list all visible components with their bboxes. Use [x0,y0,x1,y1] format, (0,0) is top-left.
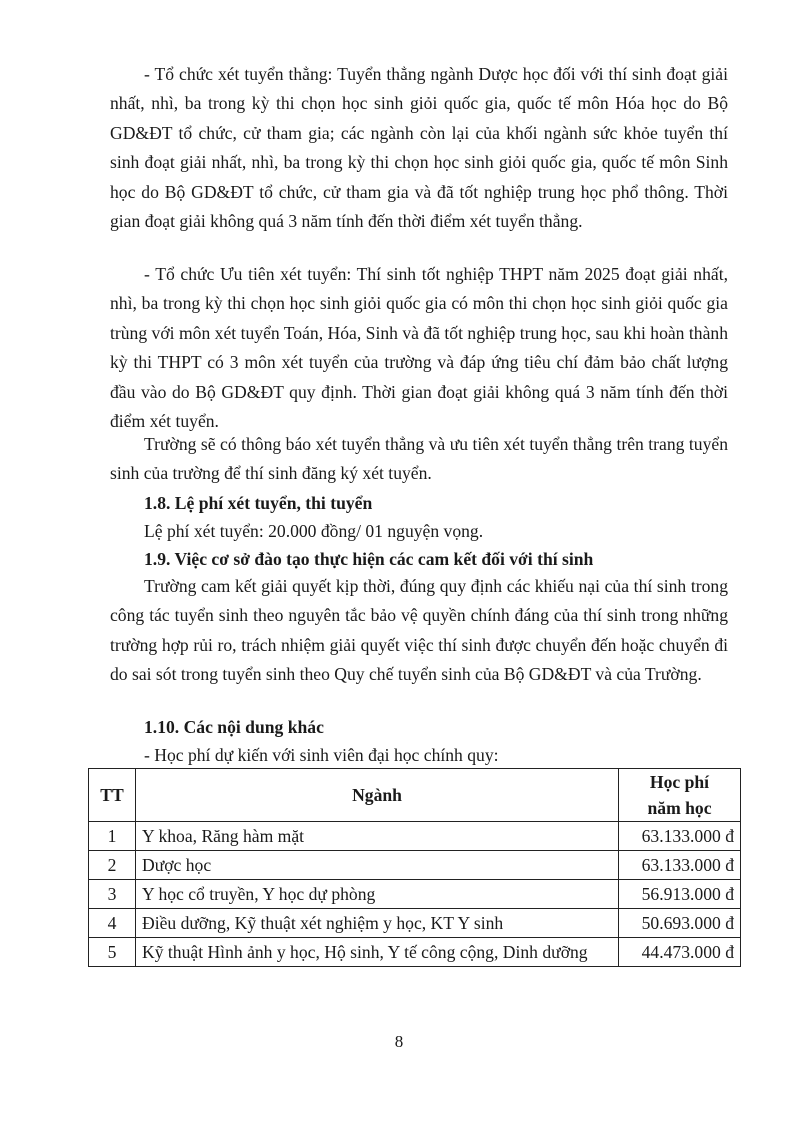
heading-1-9: 1.9. Việc cơ sở đào tạo thực hiện các cam kết đối với thí sinh [144,549,594,569]
table-row [89,822,741,851]
table-row [89,938,741,967]
row-nganh: Y học cổ truyền, Y học dự phòng [136,880,619,909]
tuition-table [88,768,741,967]
row-nganh: Điều dưỡng, Kỹ thuật xét nghiệm y học, KT Y sinh [136,909,619,938]
heading-1-10: 1.10. Các nội dung khác [144,717,324,737]
header-fee-line2: năm học [647,798,712,818]
header-tt: TT [89,769,136,822]
row-tt: 3 [89,880,136,909]
commitment-paragraph: Trường cam kết giải quyết kịp thời, đúng quy định các khiếu nại của thí sinh trong công tác tuyển sinh theo nguyên tắc bảo vệ quyền chính đáng của thí sinh trong những trường hợp rủi ro, trách nhiệm giải quyết việc thí sinh được chuyển đến hoặc chuyển đi do sai sót trong tuyển sinh theo Quy chế tuyển sinh của Bộ GD&ĐT và của Trường. [110,576,728,685]
row-tt: 4 [89,909,136,938]
row-nganh: Kỹ thuật Hình ảnh y học, Hộ sinh, Y tế công cộng, Dinh dưỡng [136,938,619,967]
table-row [89,851,741,880]
row-tt: 5 [89,938,136,967]
row-nganh: Y khoa, Răng hàm mặt [136,822,619,851]
paragraph-announcement: Trường sẽ có thông báo xét tuyển thẳng và ưu tiên xét tuyển thẳng trên trang tuyển sinh của trường để thí sinh đăng ký xét tuyển. [110,434,728,484]
table-header-row [89,769,741,822]
table-row [89,909,741,938]
header-fee-line1: Học phí [649,772,710,792]
paragraph-priority-admission: - Tổ chức Ưu tiên xét tuyển: Thí sinh tốt nghiệp THPT năm 2025 đoạt giải nhất, nhì, ba trong kỳ thi chọn học sinh giỏi quốc gia có môn thi chọn học sinh giỏi quốc gia trùng với môn xét tuyển Toán, Hóa, Sinh và đã tốt nghiệp trung học, sau khi hoàn thành kỳ thi THPT có 3 môn xét tuyển của trường và đáp ứng tiêu chí đảm bảo chất lượng đầu vào do Bộ GD&ĐT quy định. Thời gian đoạt giải không quá 3 năm tính đến thời điểm xét tuyển. [110,264,728,432]
tuition-intro: - Học phí dự kiến với sinh viên đại học chính quy: [144,745,499,765]
row-tt: 1 [89,822,136,851]
heading-1-8: 1.8. Lệ phí xét tuyển, thi tuyển [144,493,373,513]
row-fee: 50.693.000 đ [619,909,741,938]
row-nganh: Dược học [136,851,619,880]
table-row [89,880,741,909]
paragraph-direct-admission: - Tổ chức xét tuyển thẳng: Tuyển thẳng ngành Dược học đối với thí sinh đoạt giải nhất, nhì, ba trong kỳ thi chọn học sinh giỏi quốc gia, quốc tế môn Hóa học do Bộ GD&ĐT tổ chức, cử tham gia; các ngành còn lại của khối ngành sức khỏe tuyển thí sinh đoạt giải nhất, nhì, ba trong kỳ thi chọn học sinh giỏi quốc gia, quốc tế môn Sinh học do Bộ GD&ĐT tổ chức, cử tham gia và đã tốt nghiệp trung học phổ thông. Thời gian đoạt giải không quá 3 năm tính đến thời điểm xét tuyển thẳng. [110,64,728,232]
row-fee: 63.133.000 đ [619,851,741,880]
header-nganh: Ngành [136,769,619,822]
application-fee-text: Lệ phí xét tuyển: 20.000 đồng/ 01 nguyện vọng. [144,521,484,541]
row-tt: 2 [89,851,136,880]
row-fee: 63.133.000 đ [619,822,741,851]
page-number: 8 [394,1032,404,1051]
header-fee [619,769,741,822]
row-fee: 56.913.000 đ [619,880,741,909]
row-fee: 44.473.000 đ [619,938,741,967]
